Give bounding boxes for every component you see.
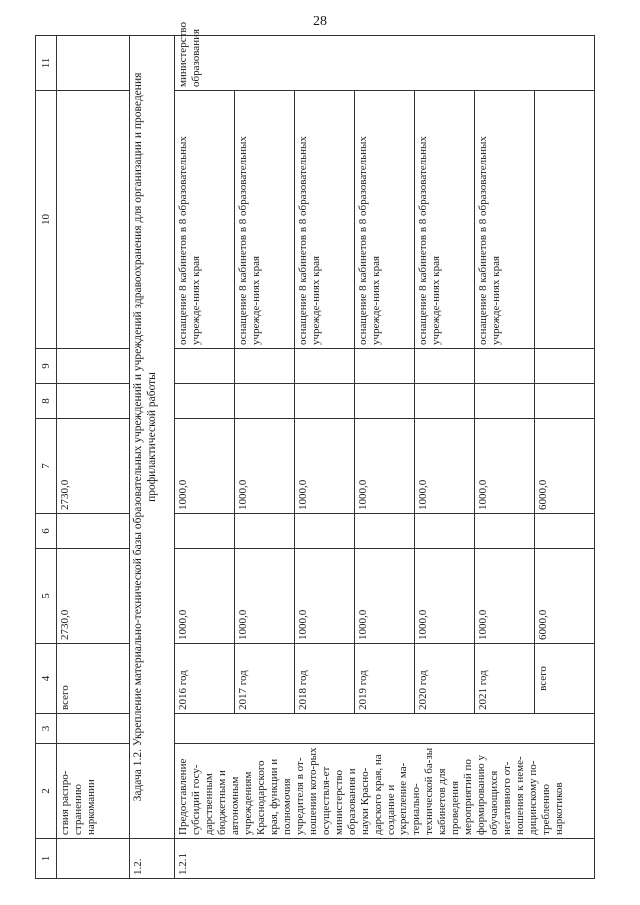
year-label: 2021 год (475, 644, 535, 714)
cont-source: всего (57, 644, 130, 714)
year-total: 1000,0 (235, 549, 295, 644)
task-number: 1.2. (130, 839, 175, 879)
cont-empty-cell (57, 349, 130, 384)
year-empty-cell (415, 514, 475, 549)
cont-total: 2730,0 (57, 549, 130, 644)
year-result: оснащение 8 кабинетов в 8 образовательных учрежде-ниях края (355, 91, 415, 349)
cont-empty-cell (57, 36, 130, 91)
item-total-label: всего (535, 644, 595, 714)
year-empty-cell (235, 349, 295, 384)
year-empty-cell (175, 514, 235, 549)
task-row (130, 36, 175, 879)
year-empty-cell (175, 384, 235, 419)
cont-empty-cell (57, 384, 130, 419)
year-result: оснащение 8 кабинетов в 8 образовательных учрежде-ниях края (175, 91, 235, 349)
year-empty-cell (295, 384, 355, 419)
year-empty-cell (295, 349, 355, 384)
column-number-row (36, 36, 57, 879)
year-label: 2017 год (235, 644, 295, 714)
year-total: 1000,0 (415, 549, 475, 644)
item-executor: министерство образования (175, 36, 595, 91)
cont-empty-cell (57, 714, 130, 744)
year-label: 2020 год (415, 644, 475, 714)
cont-description: ствия распро-странению наркомании (57, 744, 130, 839)
year-regional: 1000,0 (295, 419, 355, 514)
year-label: 2016 год (175, 644, 235, 714)
cont-empty-cell (57, 514, 130, 549)
page-number: 28 (313, 14, 327, 29)
col-number: 11 (36, 36, 57, 91)
year-regional: 1000,0 (355, 419, 415, 514)
col-number: 2 (36, 744, 57, 839)
year-regional: 1000,0 (415, 419, 475, 514)
year-result: оснащение 8 кабинетов в 8 образовательных учрежде-ниях края (475, 91, 535, 349)
continuation-row (57, 36, 130, 879)
year-empty-cell (235, 384, 295, 419)
col-number: 8 (36, 384, 57, 419)
total-empty-cell (535, 384, 595, 419)
year-regional: 1000,0 (175, 419, 235, 514)
col-number: 7 (36, 419, 57, 514)
col-number: 5 (36, 549, 57, 644)
year-empty-cell (415, 384, 475, 419)
year-result: оснащение 8 кабинетов в 8 образовательных учрежде-ниях края (235, 91, 295, 349)
total-empty-cell (535, 514, 595, 549)
year-total: 1000,0 (355, 549, 415, 644)
year-empty-cell (355, 349, 415, 384)
year-empty-cell (415, 349, 475, 384)
cont-number-cell (57, 839, 130, 879)
item-year-row (175, 36, 235, 879)
item-number: 1.2.1 (175, 839, 595, 879)
year-label: 2018 год (295, 644, 355, 714)
year-regional: 1000,0 (475, 419, 535, 514)
total-empty-cell (535, 91, 595, 349)
year-label: 2019 год (355, 644, 415, 714)
item-total-regional: 6000,0 (535, 419, 595, 514)
year-empty-cell (475, 514, 535, 549)
year-total: 1000,0 (175, 549, 235, 644)
col-number: 9 (36, 349, 57, 384)
year-empty-cell (175, 349, 235, 384)
item-col3-cell (175, 714, 595, 744)
year-empty-cell (355, 514, 415, 549)
col-number: 4 (36, 644, 57, 714)
year-empty-cell (475, 384, 535, 419)
cont-empty-cell (57, 91, 130, 349)
year-empty-cell (235, 514, 295, 549)
year-result: оснащение 8 кабинетов в 8 образовательных учрежде-ниях края (295, 91, 355, 349)
col-number: 1 (36, 839, 57, 879)
year-empty-cell (295, 514, 355, 549)
task-title: Задача 1.2. Укрепление материально-технической базы образовательных учреждений и учреждений здравоохранения для организации и проведения профилактической работы (130, 36, 175, 839)
col-number: 6 (36, 514, 57, 549)
col-number: 10 (36, 91, 57, 349)
year-result: оснащение 8 кабинетов в 8 образовательных учрежде-ниях края (415, 91, 475, 349)
year-regional: 1000,0 (235, 419, 295, 514)
year-total: 1000,0 (475, 549, 535, 644)
cont-regional: 2730,0 (57, 419, 130, 514)
year-empty-cell (355, 384, 415, 419)
year-empty-cell (475, 349, 535, 384)
item-total-sum: 6000,0 (535, 549, 595, 644)
col-number: 3 (36, 714, 57, 744)
total-empty-cell (535, 349, 595, 384)
year-total: 1000,0 (295, 549, 355, 644)
item-description: Предоставление субсидий госу-дарственным бюджетным и автономным учреждениям Краснодарского края, функции и полномочия учредителя в от-ношении кото-рых осуществля-ет министерство образования и науки Красно-дарского края, на создание и укрепление ма-териально-технической ба-зы кабинетов для проведения мероприятий по формированию у обучающихся негативного от-ношения к неме-дицинскому по-треблению наркотиков (175, 744, 595, 839)
